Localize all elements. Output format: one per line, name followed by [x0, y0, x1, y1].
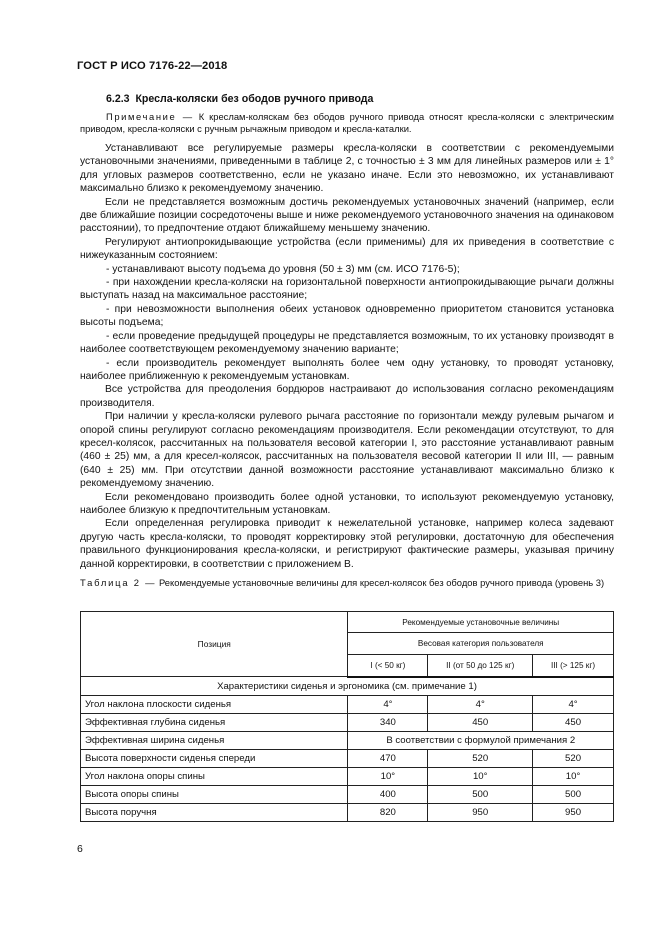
- cell-value: 4°: [428, 695, 533, 713]
- document-header: ГОСТ Р ИСО 7176-22—2018: [77, 60, 228, 72]
- list-item: - если проведение предыдущей процедуры не представляется возможным, то их установку производят в наиболее соответствующем рекомендуемому значению варианте;: [80, 330, 614, 356]
- row-label: Эффективная ширина сиденья: [81, 731, 348, 749]
- cell-value: 950: [428, 803, 533, 821]
- table-row: [81, 695, 614, 713]
- table-caption: [80, 577, 614, 589]
- paragraph: Если определенная регулировка приводит к нежелательной установке, например колеса задевают другую часть кресла-коляски, то проводят корректировку этой регулировки, достаточную для обеспечения правильного функционирования кресла-коляски, и регистрируют фактические размеры, указывая причину данной корректировки, в соответствии с приложением В.: [80, 518, 614, 570]
- note-text: К креслам-коляскам без ободов ручного привода относят кресла-коляски с электрическим приводом, кресла-коляски с ручным рычажным приводом и кресла-каталки.: [80, 111, 614, 134]
- cell-value: 10°: [348, 767, 428, 785]
- row-label: Высота опоры спины: [81, 785, 348, 803]
- cell-value: 450: [428, 713, 533, 731]
- recommended-header: Рекомендуемые установочные величины: [348, 612, 614, 633]
- cell-value: 10°: [533, 767, 614, 785]
- cell-value: 450: [533, 713, 614, 731]
- body-text: [80, 142, 614, 571]
- cell-merged-value: В соответствии с формулой примечания 2: [348, 731, 614, 749]
- category-header: III (> 125 кг): [533, 654, 614, 676]
- cell-value: 340: [348, 713, 428, 731]
- cell-value: 820: [348, 803, 428, 821]
- table-group-row: [81, 677, 614, 696]
- table-row: [81, 803, 614, 821]
- group-title: Характеристики сиденья и эргономика (см. примечание 1): [81, 677, 614, 696]
- cell-value: 500: [428, 785, 533, 803]
- cell-value: 4°: [533, 695, 614, 713]
- table-row: [81, 767, 614, 785]
- cell-value: 4°: [348, 695, 428, 713]
- table-row: [81, 731, 614, 749]
- table-row: [81, 749, 614, 767]
- table-caption-text: Рекомендуемые установочные величины для кресел-колясок без ободов ручного привода (уровень 3): [158, 577, 605, 588]
- table-caption-label: Таблица 2 —: [80, 577, 157, 588]
- cell-value: 500: [533, 785, 614, 803]
- section-title-text: Кресла-коляски без ободов ручного привода: [135, 93, 374, 105]
- paragraph: Устанавливают все регулируемые размеры кресла-коляски в соответствии с рекомендуемыми установочными значениями, приведенными в таблице 2, с точностью ± 3 мм для линейных размеров или ± 1° для угловых размеров соответственно, если не указано иначе. Если это невозможно, их устанавливают максимально близко к рекомендуемому значению.: [80, 143, 614, 195]
- settings-table: [80, 611, 614, 822]
- table-row: [81, 785, 614, 803]
- page-number: 6: [77, 843, 83, 855]
- table-row: [81, 713, 614, 731]
- paragraph: При наличии у кресла-коляски рулевого рычага расстояние по горизонтали между рулевым рычагом и опорой спины регулируют согласно рекомендациям производителя. Если рекомендации отсутствуют, то для кресел-колясок, рассчитанных на пользователя весовой категории I, это расстояние устанавливают равным (460 ± 25) мм, а для кресел-колясок, рассчитанных на пользователя весовой категории II или III, — равным (640 ± 25) мм. При отсутствии данной возможности расстояние устанавливают максимально близко к рекомендуемому значению.: [80, 411, 614, 490]
- note-label: Примечание —: [106, 111, 194, 122]
- list-item: - устанавливают высоту подъема до уровня (50 ± 3) мм (см. ИСО 7176-5);: [106, 263, 460, 275]
- cell-value: 520: [428, 749, 533, 767]
- cell-value: 520: [533, 749, 614, 767]
- weight-category-header: Весовая категория пользователя: [348, 633, 614, 654]
- paragraph: Все устройства для преодоления бордюров настраивают до использования согласно рекомендациям производителя.: [80, 384, 614, 409]
- list-item: - при невозможности выполнения обеих установок одновременно приоритетом становится установка высоты подъема;: [80, 303, 614, 329]
- cell-value: 10°: [428, 767, 533, 785]
- row-label: Угол наклона опоры спины: [81, 767, 348, 785]
- section-number: 6.2.3: [106, 93, 130, 105]
- row-label: Высота поверхности сиденья спереди: [81, 749, 348, 767]
- cell-value: 400: [348, 785, 428, 803]
- note: [80, 111, 614, 134]
- position-header: Позиция: [81, 612, 348, 677]
- row-label: Угол наклона плоскости сиденья: [81, 695, 348, 713]
- table-header-row: [81, 612, 614, 633]
- paragraph: Если не представляется возможным достичь рекомендуемых установочных значений (например, если две ближайшие позиции сосредоточены выше и ниже рекомендуемого установочного значения на одинаковом расстоянии), то предпочтение отдают ближайшему меньшему значению.: [80, 196, 614, 235]
- section-title: [106, 93, 373, 105]
- paragraph: Регулируют антиопрокидывающие устройства (если применимы) для их приведения в соответствие с нижеуказанным состоянием:: [80, 236, 614, 262]
- category-header: II (от 50 до 125 кг): [428, 654, 533, 676]
- paragraph: Если рекомендовано производить более одной установки, то используют рекомендуемую установку, наиболее близкую к предпочтительным установкам.: [80, 491, 614, 516]
- list-item: - при нахождении кресла-коляски на горизонтальной поверхности антиопрокидывающие рычаги должны выступать назад на максимальное расстояние;: [80, 277, 614, 302]
- category-header: I (< 50 кг): [348, 654, 428, 676]
- row-label: Высота поручня: [81, 803, 348, 821]
- cell-value: 950: [533, 803, 614, 821]
- cell-value: 470: [348, 749, 428, 767]
- list-item: - если производитель рекомендует выполнять более чем одну установку, то проводят установку, наиболее приближенную к рекомендуемым установкам.: [80, 357, 614, 382]
- row-label: Эффективная глубина сиденья: [81, 713, 348, 731]
